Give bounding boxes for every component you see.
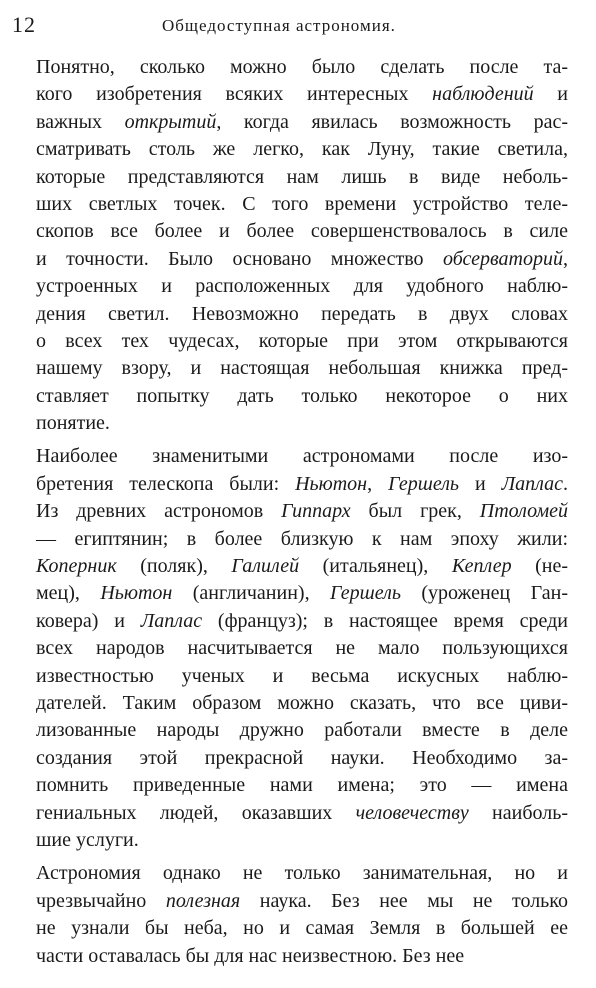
italic-term: Кеплер xyxy=(451,555,512,578)
text-run: ковера) и xyxy=(36,609,141,632)
text-run: о всех тех чудесах, которые при этом открываются xyxy=(36,329,568,352)
text-run: , xyxy=(563,247,568,270)
text-line xyxy=(36,355,568,382)
italic-term: Коперник xyxy=(36,555,117,578)
text-run: создания этой прекрасной науки. Необходимо за- xyxy=(36,746,568,769)
text-line xyxy=(36,498,568,525)
italic-term: человечеству xyxy=(355,801,469,824)
text-run: (англичанин), xyxy=(172,582,330,605)
text-line xyxy=(36,218,568,245)
text-line xyxy=(36,410,568,437)
text-line xyxy=(36,717,568,744)
text-line xyxy=(36,772,568,799)
paragraph xyxy=(36,860,568,970)
text-run: гениальных людей, оказавших xyxy=(36,801,356,824)
text-line xyxy=(36,471,568,498)
text-run: Астрономия однако не только занимательная, но и xyxy=(36,862,568,885)
text-line xyxy=(36,164,568,191)
text-run: и xyxy=(459,472,502,495)
italic-term: Лаплас xyxy=(140,609,203,632)
text-run: сматривать столь же легко, как Луну, такие светила, xyxy=(36,138,568,161)
text-run: (поляк), xyxy=(116,555,232,578)
italic-term: наблюдений xyxy=(432,83,534,106)
italic-term: полезная xyxy=(165,889,241,912)
text-line xyxy=(36,915,568,942)
text-run: известностью ученых и весьма искусных наблю- xyxy=(36,664,568,687)
text-run: — египтянин; в более близкую к нам эпоху жили: xyxy=(36,527,568,550)
text-run: шие услуги. xyxy=(36,828,139,851)
text-line xyxy=(36,273,568,300)
text-run: не узнали бы неба, но и самая Земля в большей ее xyxy=(36,917,568,940)
text-run: (уроженец Ган- xyxy=(400,582,568,605)
italic-term: открытий xyxy=(124,110,217,133)
text-run: и xyxy=(533,83,569,106)
text-line xyxy=(36,800,568,827)
text-line xyxy=(36,580,568,607)
text-run: (не- xyxy=(511,555,569,578)
text-run: , когда явилась возможность рас- xyxy=(216,110,569,133)
running-title: Общедоступная астрономия. xyxy=(162,16,396,35)
text-run: бретения телескопа были: xyxy=(36,472,296,495)
italic-term: Лаплас xyxy=(501,472,564,495)
italic-term: обсерваторий xyxy=(442,247,563,270)
text-line xyxy=(36,328,568,355)
text-run: . xyxy=(563,472,569,495)
text-run: важных xyxy=(36,110,125,133)
text-line xyxy=(36,191,568,218)
text-run: скопов все более и более совершенствовалось в силе xyxy=(36,220,568,243)
text-run: которые представляются нам лишь в виде неболь- xyxy=(36,165,568,188)
text-run: кого изобретения всяких интересных xyxy=(36,83,433,106)
text-run: мец), xyxy=(36,582,101,605)
text-run: нашему взору, и настоящая небольшая книжка пред- xyxy=(36,357,568,380)
text-run: был грек, xyxy=(350,500,480,523)
text-line xyxy=(36,608,568,635)
text-run: Наиболее знаменитыми астрономами после изо- xyxy=(36,445,568,468)
text-line xyxy=(36,526,568,553)
text-line xyxy=(36,109,568,136)
text-run: наиболь- xyxy=(468,801,568,824)
body-text xyxy=(36,54,568,976)
italic-term: Гершель xyxy=(330,582,401,605)
text-run: части оставалась бы для нас неизвестною. Без нее xyxy=(36,944,465,967)
text-run: , xyxy=(367,472,389,495)
text-run: наука. Без нее мы не только xyxy=(240,889,568,912)
text-run: Понятно, сколько можно было сделать после та- xyxy=(36,56,568,78)
text-run: понятие. xyxy=(36,412,110,435)
page-number: 12 xyxy=(12,12,36,37)
text-run: дения светил. Невозможно передать в двух словах xyxy=(36,302,568,325)
italic-term: Ньютон xyxy=(295,472,368,495)
text-line xyxy=(36,690,568,717)
text-line xyxy=(36,136,568,163)
text-run: ставляет попытку дать только некоторое о них xyxy=(36,384,568,407)
text-line xyxy=(36,246,568,273)
paragraph xyxy=(36,54,568,437)
paragraph xyxy=(36,443,568,854)
text-run: (француз); в настоящее время среди xyxy=(202,609,568,632)
text-run: устроенных и расположенных для удобного наблю- xyxy=(36,275,568,298)
text-line xyxy=(36,383,568,410)
text-line xyxy=(36,860,568,887)
text-line xyxy=(36,81,568,108)
italic-term: Ньютон xyxy=(100,582,173,605)
text-run: лизованные народы дружно работали вместе в деле xyxy=(36,719,568,742)
text-run: всех народов насчитывается не мало пользующихся xyxy=(36,637,568,660)
text-run: дателей. Таким образом можно сказать, что все циви- xyxy=(36,691,568,714)
text-line xyxy=(36,827,568,854)
text-line xyxy=(36,943,568,970)
text-line xyxy=(36,553,568,580)
text-line xyxy=(36,663,568,690)
text-run: и точности. Было основано множество xyxy=(36,247,443,270)
text-line xyxy=(36,888,568,915)
italic-term: Гершель xyxy=(388,472,460,495)
text-line xyxy=(36,443,568,470)
text-run: помнить приведенные нами имена; это — имена xyxy=(36,774,568,797)
text-line xyxy=(36,54,568,81)
text-run: ших светлых точек. С того времени устройство теле- xyxy=(36,192,568,215)
text-line xyxy=(36,301,568,328)
italic-term: Птоломей xyxy=(479,500,569,523)
text-run: чрезвычайно xyxy=(36,889,166,912)
page-header xyxy=(6,10,596,42)
text-run: (итальянец), xyxy=(299,555,452,578)
text-line xyxy=(36,745,568,772)
text-run: Из древних астрономов xyxy=(36,500,282,523)
italic-term: Галилей xyxy=(231,555,300,578)
text-line xyxy=(36,635,568,662)
italic-term: Гиппарх xyxy=(281,500,351,523)
